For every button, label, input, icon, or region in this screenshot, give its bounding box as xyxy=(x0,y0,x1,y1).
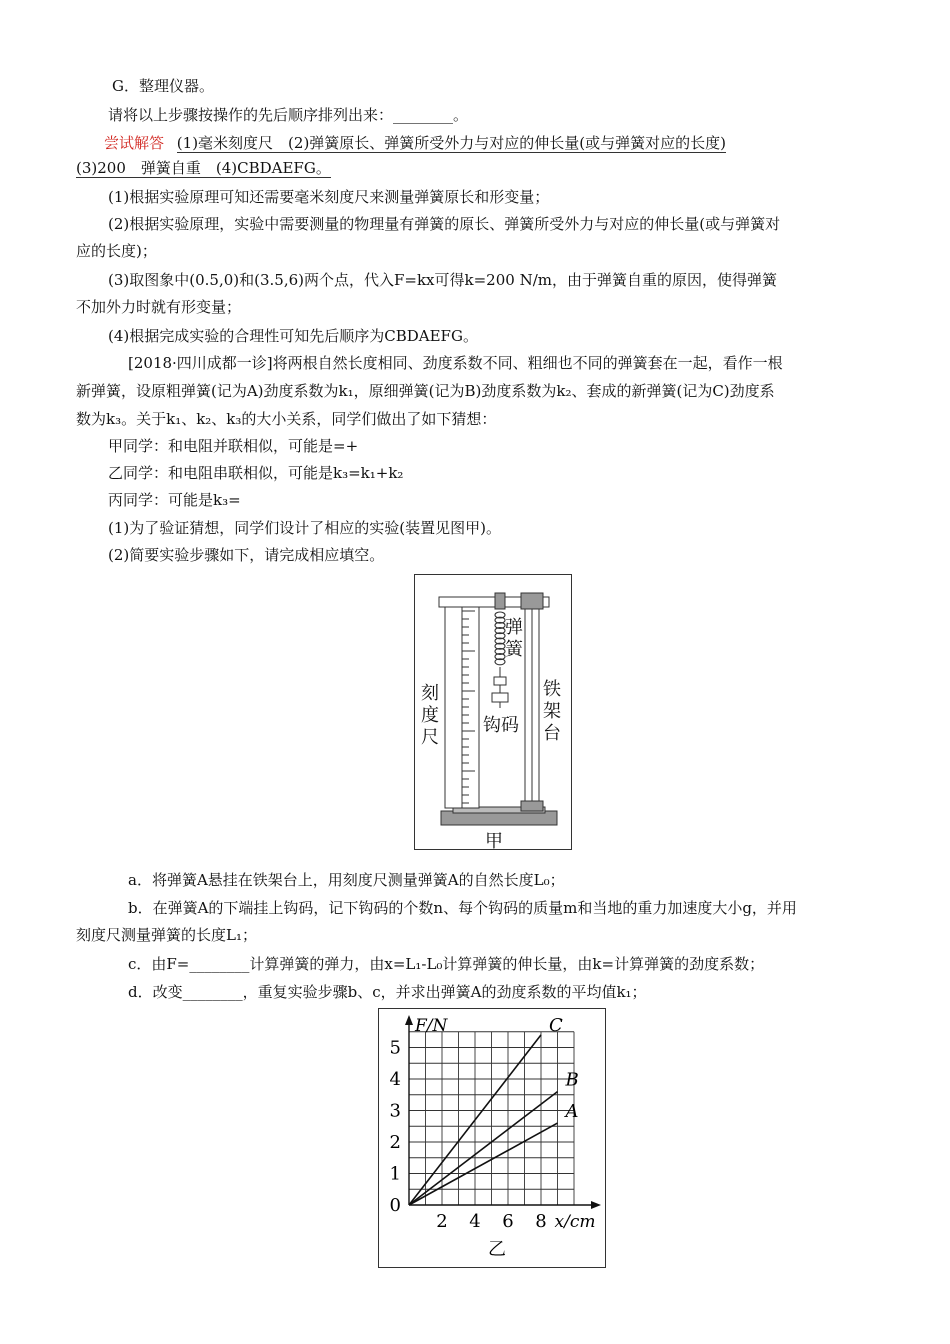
guess-jia: 甲同学：和电阻并联相似，可能是=+ xyxy=(108,437,359,455)
explain-2b: 应的长度)； xyxy=(76,242,157,260)
explain-3a: (3)取图象中(0.5,0)和(3.5,6)两个点，代入F=kx可得k=200 N/m，由于弹簧自重的原因，使得弹簧 xyxy=(108,271,777,289)
step-c: c．由F=________计算弹簧的弹力，由x=L₁-L₀计算弹簧的伸长量，由k=计算弹簧的劲度系数； xyxy=(128,955,765,973)
y-tick-label: 5 xyxy=(389,1037,401,1059)
answer-part-1: (1)毫米刻度尺 (2)弹簧原长、弹簧所受外力与对应的伸长量(或与弹簧对应的长度) xyxy=(176,134,726,152)
y-tick-label: 2 xyxy=(389,1132,401,1153)
y-tick-label: 0 xyxy=(389,1195,401,1216)
step-b1: b．在弹簧A的下端挂上钩码，记下钩码的个数n、每个钩码的质量m和当地的重力加速度大小g，并用 xyxy=(128,899,797,917)
x-axis-arrow xyxy=(591,1201,601,1209)
series-label-B: B xyxy=(565,1069,579,1091)
chart-caption: 乙 xyxy=(488,1239,506,1260)
explain-3b: 不加外力时就有形变量； xyxy=(76,298,242,316)
answer-part-2: (3)200 弹簧自重 (4)CBDAEFG。 xyxy=(76,159,331,177)
y-tick-label: 1 xyxy=(389,1163,401,1185)
answer-label: 尝试解答 xyxy=(104,134,165,152)
y-tick-label: 3 xyxy=(389,1100,401,1122)
step-d: d．改变________，重复实验步骤b、c，并求出弹簧A的劲度系数的平均值k₁； xyxy=(128,983,647,1001)
step-g: G．整理仪器。 xyxy=(112,77,214,95)
series-label-C: C xyxy=(549,1014,563,1036)
step-a: a．将弹簧A悬挂在铁架台上，用刻度尺测量弹簧A的自然长度L₀； xyxy=(128,871,565,889)
chart-grid xyxy=(409,1032,574,1205)
y-tick-label: 4 xyxy=(389,1069,401,1090)
step-1: (1)为了验证猜想，同学们设计了相应的实验(装置见图甲)。 xyxy=(108,519,501,537)
stand-label: 铁架台 xyxy=(543,679,561,744)
step-2: (2)简要实验步骤如下，请完成相应填空。 xyxy=(108,546,385,564)
figure-jia-caption: 甲 xyxy=(485,831,503,852)
x-tick-label: 6 xyxy=(502,1211,514,1232)
y-axis-label: F/N xyxy=(415,1016,448,1036)
explain-1: (1)根据实验原理可知还需要毫米刻度尺来测量弹簧原长和形变量； xyxy=(108,188,550,206)
question-2: 新弹簧，设原粗弹簧(记为A)劲度系数为k₁，原细弹簧(记为B)劲度系数为k₂、套成的新弹簧(记为C)劲度系 xyxy=(76,382,775,400)
guess-bing: 丙同学：可能是k₃= xyxy=(108,491,241,509)
series-line-A xyxy=(409,1123,558,1205)
explain-4: (4)根据完成实验的合理性可知先后顺序为CBDAEFG。 xyxy=(108,327,478,345)
y-axis-arrow xyxy=(405,1015,413,1025)
guess-yi: 乙同学：和电阻串联相似，可能是k₃=k₁+k₂ xyxy=(108,464,404,482)
series-label-A: A xyxy=(565,1101,579,1123)
x-tick-label: 2 xyxy=(436,1211,448,1232)
explain-2a: (2)根据实验原理，实验中需要测量的物理量有弹簧的原长、弹簧所受外力与对应的伸长量(或与弹簧对 xyxy=(108,215,781,233)
question-3: 数为k₃。关于k₁、k₂、k₃的大小关系，同学们做出了如下猜想： xyxy=(76,410,497,428)
x-tick-label: 4 xyxy=(469,1211,481,1232)
answer-line-2 xyxy=(76,158,331,178)
ruler-label: 刻度尺 xyxy=(421,683,439,748)
step-b2: 刻度尺测量弹簧的长度L₁； xyxy=(76,926,257,944)
weight-label: 钩码 xyxy=(483,715,519,736)
figure-chart xyxy=(378,1008,606,1268)
spring-label: 弹簧 xyxy=(505,617,523,660)
order-prompt: 请将以上步骤按操作的先后顺序排列出来：________。 xyxy=(108,106,469,124)
x-tick-label: 8 xyxy=(535,1211,547,1232)
answer-line-1 xyxy=(104,133,872,153)
force-extension-chart xyxy=(379,1009,605,1267)
question-1: [2018·四川成都一诊]将两根自然长度相同、劲度系数不同、粗细也不同的弹簧套在一起，看作一根 xyxy=(128,354,783,372)
figure-apparatus xyxy=(414,574,572,850)
x-axis-label: x/cm xyxy=(554,1212,596,1232)
